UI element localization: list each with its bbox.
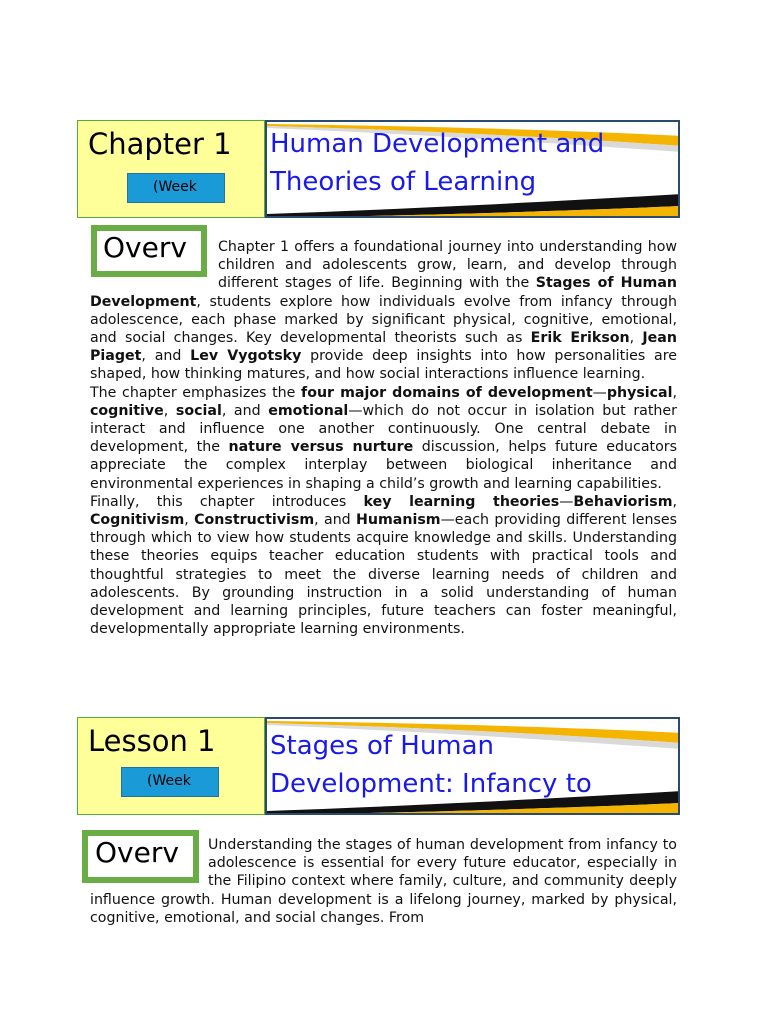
bold-term: cognitive xyxy=(90,402,164,419)
chapter-overview-text xyxy=(90,238,677,638)
bold-term: key learning theories xyxy=(363,493,560,510)
bold-term: Erik Erikson xyxy=(530,330,630,347)
lesson-overview-box xyxy=(82,830,199,883)
chapter-week-box: (Week xyxy=(127,173,225,203)
bold-term: social xyxy=(175,402,222,419)
lesson-header xyxy=(77,717,680,815)
lesson-label-panel xyxy=(77,717,265,815)
bold-term: Cognitivism xyxy=(90,512,185,529)
bold-term: Behaviorism xyxy=(573,493,673,510)
chapter-title: Human Development and Theories of Learning xyxy=(270,129,605,197)
chapter-header xyxy=(77,120,680,218)
chapter-label-panel xyxy=(77,120,265,218)
bold-term: four major domains of development xyxy=(301,384,593,401)
bold-term: Stages of Human Development xyxy=(90,275,677,310)
lesson-paragraph-1: Understanding the stages of human development from infancy to adolescence is essential for every future educator, especially in the Filipino context where family, culture, and community deeply influence growth. Human development is a lifelong journey, marked by physical, cognitive, emotional, and social changes. From xyxy=(90,837,677,926)
lesson-label: Lesson 1 xyxy=(88,724,216,758)
bold-term: nature versus nurture xyxy=(228,439,414,456)
chapter-paragraph-2: The chapter emphasizes the four major domains of development—physical, cognitive, social, and emotional—which do not occur in isolation but rather interact and influence one another continuously. One central debate in development, the nature versus nurture discussion, helps future educators appreciate the complex interplay between biological inheritance and environmental experiences in shaping a child’s growth and learning capabilities. xyxy=(90,384,677,492)
lesson-title-panel xyxy=(265,717,680,815)
chapter-overview-label: Overv xyxy=(103,231,187,264)
bold-term: emotional xyxy=(268,402,349,419)
chapter-overview-box xyxy=(91,225,207,277)
chapter-title-panel xyxy=(265,120,680,218)
chapter-paragraph-3: Finally, this chapter introduces key learning theories—Behaviorism, Cognitivism, Constructivism, and Humanism—each providing different lenses through which to view how students acquire knowledge and skills. Understanding these theories equips teacher education students with practical tools and thoughtful strategies to meet the diverse learning needs of children and adolescents. By grounding instruction in a solid understanding of human development and learning principles, future teachers can foster meaningful, developmentally appropriate learning environments. xyxy=(90,493,677,638)
chapter-label: Chapter 1 xyxy=(88,127,232,161)
bold-term: Lev Vygotsky xyxy=(190,348,302,365)
lesson-week-box: (Week xyxy=(121,767,219,797)
bold-term: physical xyxy=(606,384,673,401)
bold-term: Jean Piaget xyxy=(90,330,677,365)
lesson-overview-label: Overv xyxy=(95,836,179,869)
bold-term: Constructivism xyxy=(194,512,315,529)
chapter-paragraph-1: Chapter 1 offers a foundational journey into understanding how children and adolescents grow, learn, and develop through different stages of life. Beginning with the Stages of Human Development, students explore how individuals evolve from infancy through adolescence, each phase marked by significant physical, cognitive, emotional, and social changes. Key developmental theorists such as Erik Erikson, Jean Piaget, and Lev Vygotsky provide deep insights into how personalities are shaped, how thinking matures, and how social interactions influence learning. xyxy=(90,239,677,383)
lesson-title: Stages of Human Development: Infancy to xyxy=(270,731,592,799)
bold-term: Humanism xyxy=(356,512,441,529)
